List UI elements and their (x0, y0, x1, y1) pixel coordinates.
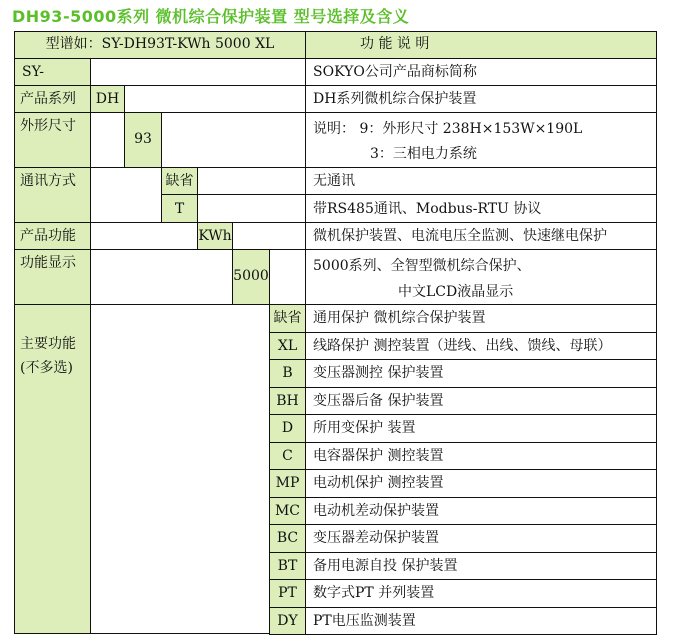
comm-opt1-code: 缺省 (165, 173, 194, 189)
main-item-desc: 变压器差动保护装置 (313, 530, 439, 546)
series-code: DH (95, 91, 120, 107)
main-item-desc: 所用变保护 装置 (313, 420, 416, 436)
comm-opt2-code: T (174, 201, 185, 217)
main-blank-cell (90, 304, 270, 634)
comm-opt2-blank (197, 194, 306, 223)
size-desc-line1: 说明： 9：外形尺寸 238H×153W×190L (313, 121, 583, 137)
sy-code: SY- (22, 64, 45, 80)
main-label-line1: 主要功能 (20, 336, 76, 352)
main-item-code: MC (274, 503, 301, 519)
series-blank-cell (124, 85, 306, 113)
size-blank-left (90, 112, 125, 168)
main-label-cell (14, 304, 91, 634)
main-item-desc: 数字式PT 并列装置 (313, 585, 435, 601)
func-blank-left (90, 222, 198, 250)
func-label: 产品功能 (20, 228, 76, 244)
series-label: 产品系列 (20, 91, 76, 107)
main-item-desc: 通用保护 微机综合保护装置 (313, 310, 486, 326)
main-item-code: 缺省 (273, 310, 302, 326)
size-blank-right (161, 112, 306, 168)
main-item-desc: 备用电源自投 保护装置 (313, 558, 458, 574)
header-desc-cell (305, 31, 657, 59)
display-desc-line2: 中文LCD液晶显示 (398, 284, 514, 300)
display-code: 5000 (233, 268, 269, 284)
size-desc-line2: 3：三相电力系统 (370, 146, 477, 162)
sy-blank-cell (90, 58, 306, 86)
main-item-code: D (281, 420, 294, 436)
page-title: DH93-5000系列 微机综合保护装置 型号选择及含义 (12, 7, 410, 26)
main-item-desc: 变压器后备 保护装置 (313, 393, 444, 409)
display-blank-left (90, 249, 233, 305)
main-item-code: B (282, 365, 293, 381)
main-item-code: BT (277, 558, 298, 574)
main-label-line2: (不多选) (20, 360, 73, 376)
comm-opt1-desc: 无通讯 (313, 173, 355, 189)
series-desc: DH系列微机综合保护装置 (313, 91, 477, 107)
main-item-code: C (282, 448, 293, 464)
display-label: 功能显示 (20, 255, 76, 271)
size-label: 外形尺寸 (20, 118, 76, 134)
display-desc-line1: 5000系列、全智型微机综合保护、 (313, 258, 531, 274)
main-item-code: PT (278, 585, 297, 601)
func-code: KWh (198, 228, 232, 244)
comm-blank-left (90, 167, 162, 223)
main-item-code: BC (276, 530, 299, 546)
main-item-code: BH (276, 393, 299, 409)
comm-opt1-desc-cell (305, 167, 657, 195)
main-item-desc: PT电压监测装置 (313, 613, 416, 629)
sy-desc: SOKYO公司产品商标简称 (313, 64, 477, 80)
main-item-desc: 电动机差动保护装置 (313, 503, 439, 519)
size-code: 93 (134, 131, 152, 147)
main-item-code: DY (277, 613, 298, 629)
main-item-desc: 线路保护 测控装置（进线、出线、馈线、母联） (313, 338, 612, 354)
header-function-desc: 功 能 说 明 (360, 36, 430, 52)
comm-opt2-desc: 带RS485通讯、Modbus-RTU 协议 (313, 201, 542, 217)
comm-opt1-blank (197, 167, 306, 195)
comm-label: 通讯方式 (20, 173, 76, 189)
main-item-code: XL (277, 338, 298, 354)
main-item-desc: 电容器保护 测控装置 (313, 448, 444, 464)
func-desc: 微机保护装置、电流电压全监测、快速继电保护 (313, 228, 607, 244)
main-item-desc: 变压器测控 保护装置 (313, 365, 444, 381)
header-model-example: 型谱如：SY-DH93T-KWh 5000 XL (45, 36, 275, 52)
display-blank-right (269, 249, 306, 305)
main-item-desc: 电动机保护 测控装置 (313, 475, 444, 491)
main-item-code: MP (275, 475, 300, 491)
func-blank-right (232, 222, 306, 250)
